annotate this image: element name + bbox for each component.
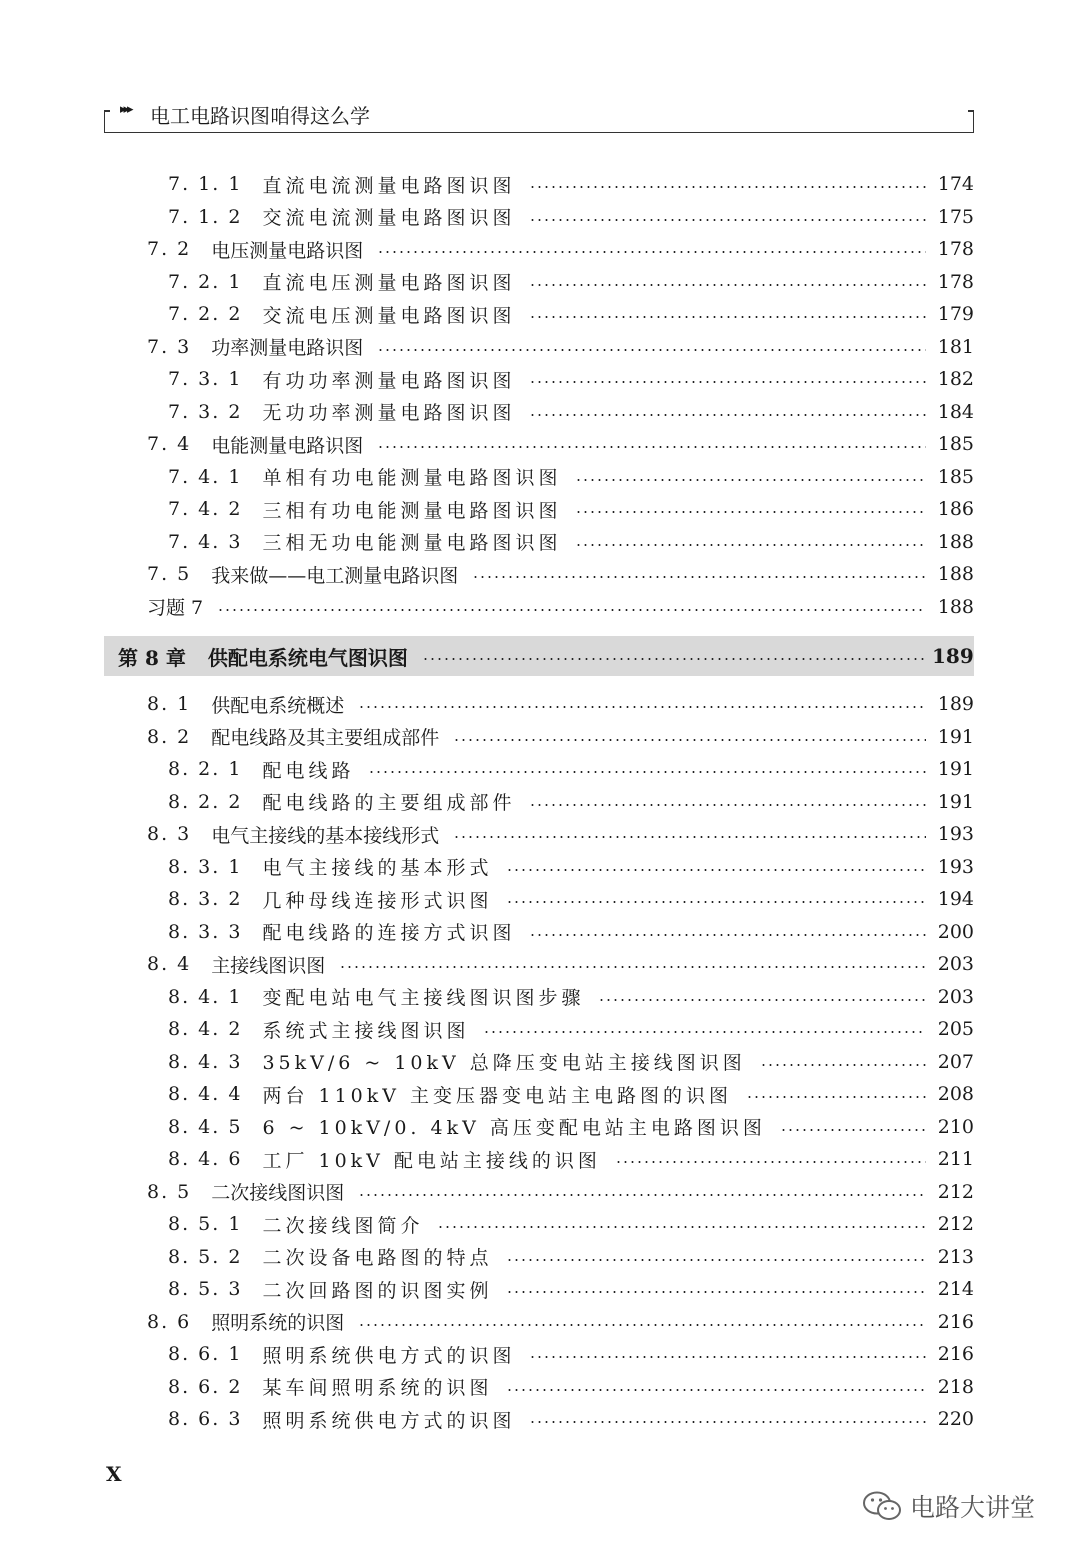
toc-entry[interactable] bbox=[0, 364, 1080, 394]
entry-page: 205 bbox=[937, 1018, 974, 1040]
entry-label bbox=[168, 496, 561, 523]
toc-entry[interactable] bbox=[0, 397, 1080, 427]
entry-title: 直流电流测量电路图识图 bbox=[262, 174, 516, 197]
leader-dots bbox=[368, 771, 926, 773]
toc-entry[interactable] bbox=[0, 169, 1080, 199]
toc-entry[interactable] bbox=[0, 1014, 1080, 1044]
leader-dots bbox=[529, 1356, 926, 1358]
entry-label bbox=[168, 918, 515, 945]
leader-dots bbox=[760, 1064, 926, 1066]
entry-page: 220 bbox=[937, 1408, 974, 1430]
entry-number: 8. 6 bbox=[147, 1310, 192, 1333]
toc-entry[interactable] bbox=[0, 592, 1080, 622]
entry-number: 7. 3. 2 bbox=[168, 400, 243, 423]
entry-number: 8. 4 bbox=[147, 953, 192, 975]
entry-label bbox=[168, 203, 515, 230]
toc-entry[interactable] bbox=[0, 1047, 1080, 1077]
leader-dots bbox=[780, 1129, 926, 1131]
toc-entry[interactable] bbox=[0, 787, 1080, 817]
entry-page: 191 bbox=[937, 790, 974, 813]
entry-page: 186 bbox=[937, 498, 974, 520]
toc-entry[interactable] bbox=[0, 949, 1080, 979]
leader-dots bbox=[529, 1421, 926, 1423]
toc-entry[interactable] bbox=[0, 1274, 1080, 1304]
entry-number: 7. 2. 2 bbox=[168, 303, 243, 325]
chapter-label bbox=[118, 642, 408, 671]
leader-dots bbox=[529, 316, 926, 318]
leader-dots bbox=[575, 544, 926, 546]
entry-page: 191 bbox=[937, 758, 974, 780]
leader-dots bbox=[358, 1324, 926, 1326]
leader-dots bbox=[506, 1389, 926, 1391]
entry-page: 181 bbox=[937, 335, 974, 358]
entry-label bbox=[147, 236, 363, 263]
entry-page: 193 bbox=[937, 823, 974, 845]
toc-entry[interactable] bbox=[0, 852, 1080, 882]
entry-page: 185 bbox=[937, 433, 974, 455]
entry-title: 两台 110kV 主变压器变电站主电路图的识图 bbox=[262, 1084, 733, 1107]
entry-title: 交流电流测量电路图识图 bbox=[262, 207, 516, 229]
toc-entry[interactable] bbox=[0, 1372, 1080, 1402]
toc-entry[interactable] bbox=[0, 689, 1080, 719]
entry-number: 8. 4. 1 bbox=[168, 985, 243, 1008]
entry-label bbox=[147, 1178, 344, 1205]
entry-label bbox=[168, 983, 584, 1010]
leader-dots bbox=[529, 284, 926, 286]
toc-entry[interactable] bbox=[0, 234, 1080, 264]
entry-page: 208 bbox=[937, 1083, 974, 1105]
entry-page: 193 bbox=[937, 855, 974, 878]
entry-label bbox=[168, 1341, 515, 1368]
entry-label bbox=[168, 268, 515, 295]
entry-title: 三相有功电能测量电路图识图 bbox=[262, 499, 562, 522]
toc-entry[interactable] bbox=[0, 1307, 1080, 1337]
entry-label bbox=[147, 593, 203, 620]
entry-number: 8. 2 bbox=[147, 725, 192, 748]
entry-number: 8. 3. 1 bbox=[168, 855, 243, 878]
toc-entry[interactable] bbox=[0, 722, 1080, 752]
leader-dots bbox=[529, 934, 926, 936]
entry-number: 8. 6. 1 bbox=[168, 1343, 243, 1365]
entry-title: 有功功率测量电路图识图 bbox=[262, 369, 516, 392]
entry-label bbox=[168, 1406, 515, 1433]
entry-label bbox=[168, 528, 561, 555]
leader-dots bbox=[437, 1226, 926, 1228]
toc-entry[interactable] bbox=[0, 1404, 1080, 1434]
entry-label bbox=[168, 1243, 492, 1270]
leader-dots bbox=[453, 836, 926, 838]
entry-page: 200 bbox=[937, 920, 974, 943]
leader-dots bbox=[575, 479, 926, 481]
entry-label bbox=[147, 951, 325, 978]
leader-dots bbox=[506, 869, 926, 871]
leader-dots bbox=[358, 1194, 926, 1196]
running-header bbox=[104, 96, 976, 136]
entry-title: 电气主接线的基本形式 bbox=[262, 857, 493, 879]
leader-dots bbox=[339, 966, 926, 968]
entry-page: 203 bbox=[937, 953, 974, 975]
leader-dots bbox=[472, 576, 926, 578]
entry-label bbox=[168, 1211, 423, 1238]
entry-label bbox=[168, 171, 515, 198]
leader-dots bbox=[529, 219, 926, 221]
entry-label bbox=[168, 301, 515, 328]
entry-title: 配电线路及其主要组成部件 bbox=[211, 727, 440, 749]
entry-number: 7. 3. 1 bbox=[168, 368, 243, 390]
entry-title: 直流电压测量电路图识图 bbox=[262, 272, 516, 294]
entry-label bbox=[168, 1113, 766, 1140]
toc-entry[interactable] bbox=[0, 1079, 1080, 1109]
entry-title: 交流电压测量电路图识图 bbox=[262, 304, 516, 327]
entry-number: 8. 3. 2 bbox=[168, 888, 243, 910]
toc-entry[interactable] bbox=[0, 884, 1080, 914]
entry-title: 供配电系统概述 bbox=[211, 694, 345, 717]
entry-number: 7. 2 bbox=[147, 238, 192, 260]
leader-dots bbox=[377, 446, 926, 448]
leader-dots bbox=[575, 511, 926, 513]
entry-page: 194 bbox=[937, 888, 974, 910]
entry-number: 8. 4. 2 bbox=[168, 1018, 243, 1040]
entry-page: 188 bbox=[937, 530, 974, 553]
entry-page: 216 bbox=[937, 1310, 974, 1333]
chapter-title: 供配电系统电气图识图 bbox=[207, 645, 408, 670]
entry-title: 变配电站电气主接线图识图步骤 bbox=[262, 987, 585, 1009]
header-arrows-icon: ▸▸▸ bbox=[116, 102, 135, 117]
entry-title: 几种母线连接形式识图 bbox=[262, 889, 493, 912]
entry-label bbox=[168, 1373, 492, 1400]
entry-title: 二次回路图的识图实例 bbox=[262, 1279, 493, 1302]
entry-number: 8. 6. 3 bbox=[168, 1408, 243, 1430]
entry-page: 210 bbox=[937, 1115, 974, 1138]
entry-label bbox=[147, 1308, 344, 1335]
toc-entry[interactable] bbox=[0, 559, 1080, 589]
entry-page: 185 bbox=[937, 465, 974, 488]
entry-number: 8. 3 bbox=[147, 823, 192, 845]
entry-label bbox=[168, 756, 354, 783]
toc-entry[interactable] bbox=[0, 1112, 1080, 1142]
entry-title: 习题 7 bbox=[147, 597, 204, 619]
entry-title: 二次设备电路图的特点 bbox=[262, 1247, 493, 1269]
entry-title: 功率测量电路识图 bbox=[211, 337, 364, 359]
entry-title: 工厂 10kV 配电站主接线的识图 bbox=[262, 1149, 601, 1172]
leader-dots bbox=[529, 414, 926, 416]
entry-number: 8. 5. 1 bbox=[168, 1213, 243, 1235]
leader-dots bbox=[598, 999, 926, 1001]
entry-number: 7. 3 bbox=[147, 335, 192, 358]
entry-number: 7. 4 bbox=[147, 433, 192, 455]
chapter-page: 189 bbox=[932, 644, 974, 668]
entry-number: 8. 2. 2 bbox=[168, 790, 243, 813]
entry-title: 照明系统的识图 bbox=[211, 1312, 345, 1334]
entry-number: 7. 1. 1 bbox=[168, 173, 243, 195]
entry-title: 配电线路 bbox=[262, 759, 355, 782]
entry-title: 电能测量电路识图 bbox=[211, 434, 364, 457]
leader-dots bbox=[529, 381, 926, 383]
watermark-text: 电路大讲堂 bbox=[910, 1493, 1036, 1522]
entry-label bbox=[168, 1081, 732, 1108]
entry-number: 7. 5 bbox=[147, 563, 192, 585]
toc-entry[interactable] bbox=[0, 494, 1080, 524]
toc-entry[interactable] bbox=[0, 299, 1080, 329]
entry-page: 188 bbox=[937, 595, 974, 618]
entry-label bbox=[147, 431, 363, 458]
entry-title: 照明系统供电方式的识图 bbox=[262, 1344, 516, 1367]
entry-page: 189 bbox=[937, 693, 974, 715]
entry-page: 188 bbox=[937, 563, 974, 585]
entry-number: 8. 3. 3 bbox=[168, 920, 243, 943]
leader-dots bbox=[217, 609, 926, 611]
toc-entry[interactable] bbox=[0, 917, 1080, 947]
entry-label bbox=[168, 1276, 492, 1303]
entry-title: 二次接线图识图 bbox=[211, 1182, 345, 1204]
entry-label bbox=[168, 463, 561, 490]
entry-page: 213 bbox=[937, 1245, 974, 1268]
entry-title: 无功功率测量电路图识图 bbox=[262, 402, 516, 424]
page-folio: X bbox=[106, 1462, 122, 1486]
entry-page: 175 bbox=[937, 205, 974, 228]
entry-title: 我来做——电工测量电路识图 bbox=[211, 564, 459, 587]
entry-number: 8. 5 bbox=[147, 1180, 192, 1203]
leader-dots bbox=[506, 1291, 926, 1293]
toc-entry[interactable] bbox=[0, 462, 1080, 492]
entry-number: 7. 1. 2 bbox=[168, 205, 243, 228]
entry-label bbox=[147, 333, 363, 360]
entry-number: 8. 4. 3 bbox=[168, 1050, 243, 1073]
entry-label bbox=[168, 788, 515, 815]
wechat-icon bbox=[862, 1489, 902, 1523]
entry-title: 照明系统供电方式的识图 bbox=[262, 1409, 516, 1432]
entry-page: 211 bbox=[937, 1148, 974, 1170]
entry-number: 7. 4. 1 bbox=[168, 465, 243, 488]
toc-entry[interactable] bbox=[0, 754, 1080, 784]
leader-dots bbox=[506, 901, 926, 903]
entry-page: 178 bbox=[937, 270, 974, 293]
entry-label bbox=[147, 723, 439, 750]
header-title: 电工电路识图咱得这么学 bbox=[146, 100, 374, 129]
entry-label bbox=[168, 366, 515, 393]
entry-page: 214 bbox=[937, 1278, 974, 1300]
toc-entry[interactable] bbox=[0, 267, 1080, 297]
leader-dots bbox=[746, 1096, 926, 1098]
leader-dots bbox=[483, 1031, 926, 1033]
entry-number: 8. 4. 4 bbox=[168, 1083, 243, 1105]
toc-entry[interactable] bbox=[0, 332, 1080, 362]
entry-title: 单相有功电能测量电路图识图 bbox=[262, 467, 562, 489]
leader-dots bbox=[615, 1161, 926, 1163]
toc-entry[interactable] bbox=[0, 819, 1080, 849]
entry-page: 174 bbox=[937, 173, 974, 195]
entry-label bbox=[168, 1048, 746, 1075]
toc-entry[interactable] bbox=[0, 1177, 1080, 1207]
leader-dots bbox=[506, 1259, 926, 1261]
toc-entry[interactable] bbox=[0, 202, 1080, 232]
toc-entry[interactable] bbox=[0, 982, 1080, 1012]
entry-number: 8. 1 bbox=[147, 693, 192, 715]
entry-title: 配电线路的连接方式识图 bbox=[262, 922, 516, 944]
entry-page: 182 bbox=[937, 368, 974, 390]
entry-number: 7. 2. 1 bbox=[168, 270, 243, 293]
toc-entry[interactable] bbox=[0, 1339, 1080, 1369]
entry-label bbox=[168, 886, 492, 913]
entry-page: 212 bbox=[937, 1180, 974, 1203]
chapter-heading[interactable] bbox=[104, 636, 974, 676]
entry-label bbox=[147, 691, 344, 718]
entry-number: 8. 4. 5 bbox=[168, 1115, 243, 1138]
toc-entry[interactable] bbox=[0, 429, 1080, 459]
entry-title: 配电线路的主要组成部件 bbox=[262, 792, 516, 814]
entry-page: 178 bbox=[937, 238, 974, 260]
entry-number: 7. 4. 2 bbox=[168, 498, 243, 520]
entry-title: 电气主接线的基本接线形式 bbox=[211, 824, 440, 847]
entry-page: 218 bbox=[937, 1375, 974, 1398]
entry-title: 6 ~ 10kV/0. 4kV 高压变配电站主电路图识图 bbox=[262, 1117, 766, 1139]
leader-dots bbox=[377, 349, 926, 351]
entry-label bbox=[147, 821, 439, 848]
entry-page: 212 bbox=[937, 1213, 974, 1235]
entry-page: 191 bbox=[937, 725, 974, 748]
leader-dots bbox=[422, 658, 924, 660]
toc-entry[interactable] bbox=[0, 1242, 1080, 1272]
watermark bbox=[862, 1488, 1035, 1524]
entry-number: 8. 5. 2 bbox=[168, 1245, 243, 1268]
entry-label bbox=[168, 1016, 469, 1043]
entry-title: 电压测量电路识图 bbox=[211, 239, 364, 262]
toc-entry[interactable] bbox=[0, 1209, 1080, 1239]
entry-page: 184 bbox=[937, 400, 974, 423]
entry-title: 某车间照明系统的识图 bbox=[262, 1377, 493, 1399]
leader-dots bbox=[529, 804, 926, 806]
entry-label bbox=[168, 398, 515, 425]
entry-number: 8. 4. 6 bbox=[168, 1148, 243, 1170]
entry-page: 207 bbox=[937, 1050, 974, 1073]
entry-number: 7. 4. 3 bbox=[168, 530, 243, 553]
leader-dots bbox=[377, 251, 926, 253]
entry-title: 二次接线图简介 bbox=[262, 1214, 424, 1237]
leader-dots bbox=[358, 706, 926, 708]
entry-title: 三相无功电能测量电路图识图 bbox=[262, 532, 562, 554]
leader-dots bbox=[529, 186, 926, 188]
entry-label bbox=[168, 1146, 601, 1173]
toc-entry[interactable] bbox=[0, 527, 1080, 557]
toc-entry[interactable] bbox=[0, 1144, 1080, 1174]
entry-number: 8. 2. 1 bbox=[168, 758, 243, 780]
leader-dots bbox=[453, 739, 926, 741]
entry-number: 8. 6. 2 bbox=[168, 1375, 243, 1398]
entry-label bbox=[147, 561, 458, 588]
entry-page: 179 bbox=[937, 303, 974, 325]
entry-label bbox=[168, 853, 492, 880]
chapter-number: 第 8 章 bbox=[118, 645, 186, 670]
entry-title: 主接线图识图 bbox=[211, 954, 326, 977]
entry-page: 203 bbox=[937, 985, 974, 1008]
entry-number: 8. 5. 3 bbox=[168, 1278, 243, 1300]
entry-title: 系统式主接线图识图 bbox=[262, 1019, 470, 1042]
entry-page: 216 bbox=[937, 1343, 974, 1365]
entry-title: 35kV/6 ~ 10kV 总降压变电站主接线图识图 bbox=[262, 1052, 746, 1074]
